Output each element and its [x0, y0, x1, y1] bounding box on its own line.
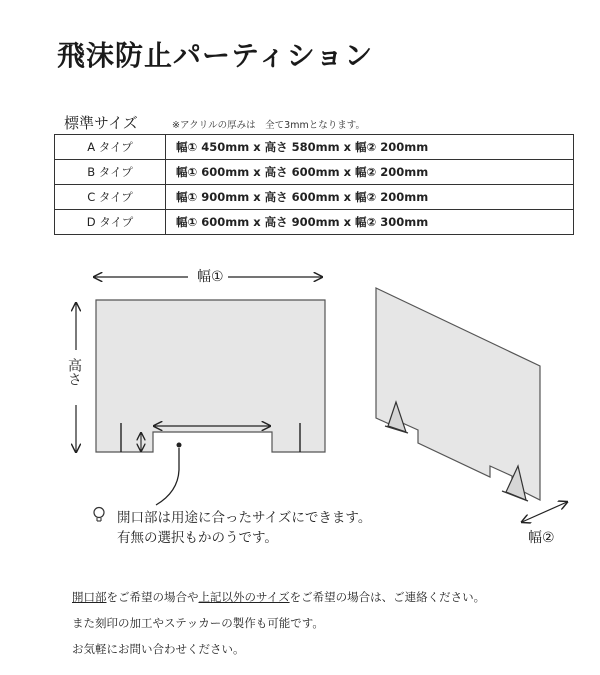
contact-line2: また刻印の加工やステッカーの製作も可能です。 [72, 616, 324, 630]
dims-cell: 幅① 600mm x 高さ 600mm x 幅② 200mm [166, 160, 574, 185]
type-cell: B タイプ [55, 160, 166, 185]
front-panel [96, 300, 325, 452]
contact-line1-other-sizes: 上記以外のサイズ [198, 590, 290, 604]
width2-arrow [522, 502, 567, 522]
standard-sizes-label: 標準サイズ [64, 114, 138, 132]
contact-line1-opening: 開口部 [72, 590, 107, 604]
dims-cell: 幅① 600mm x 高さ 900mm x 幅② 300mm [166, 210, 574, 235]
dims-cell: 幅① 450mm x 高さ 580mm x 幅② 200mm [166, 135, 574, 160]
type-cell: A タイプ [55, 135, 166, 160]
width1-label: 幅① [197, 269, 224, 285]
contact-note [72, 584, 485, 662]
opening-note-line2: 有無の選択もかのうです。 [117, 530, 278, 546]
type-cell: C タイプ [55, 185, 166, 210]
contact-line1-end: をご希望の場合は、ご連絡ください。 [289, 590, 486, 604]
thickness-note: ※アクリルの厚みは 全て3mmとなります。 [172, 120, 365, 131]
lightbulb-icon [92, 506, 106, 524]
width2-label: 幅② [528, 530, 555, 546]
perspective-panel [376, 288, 540, 500]
contact-line1-mid: をご希望の場合や [106, 590, 199, 604]
opening-dot [177, 443, 182, 448]
opening-note [117, 508, 371, 548]
contact-line1 [72, 584, 485, 610]
page-title: 飛沫防止パーティション [57, 39, 374, 72]
opening-note-line1: 開口部は用途に合ったサイズにできます。 [117, 510, 372, 526]
leader-line [156, 448, 179, 505]
contact-line3: お気軽にお問い合わせください。 [72, 642, 245, 656]
height-label: 高さ [66, 358, 82, 386]
type-cell: D タイプ [55, 210, 166, 235]
dims-cell: 幅① 900mm x 高さ 600mm x 幅② 200mm [166, 185, 574, 210]
